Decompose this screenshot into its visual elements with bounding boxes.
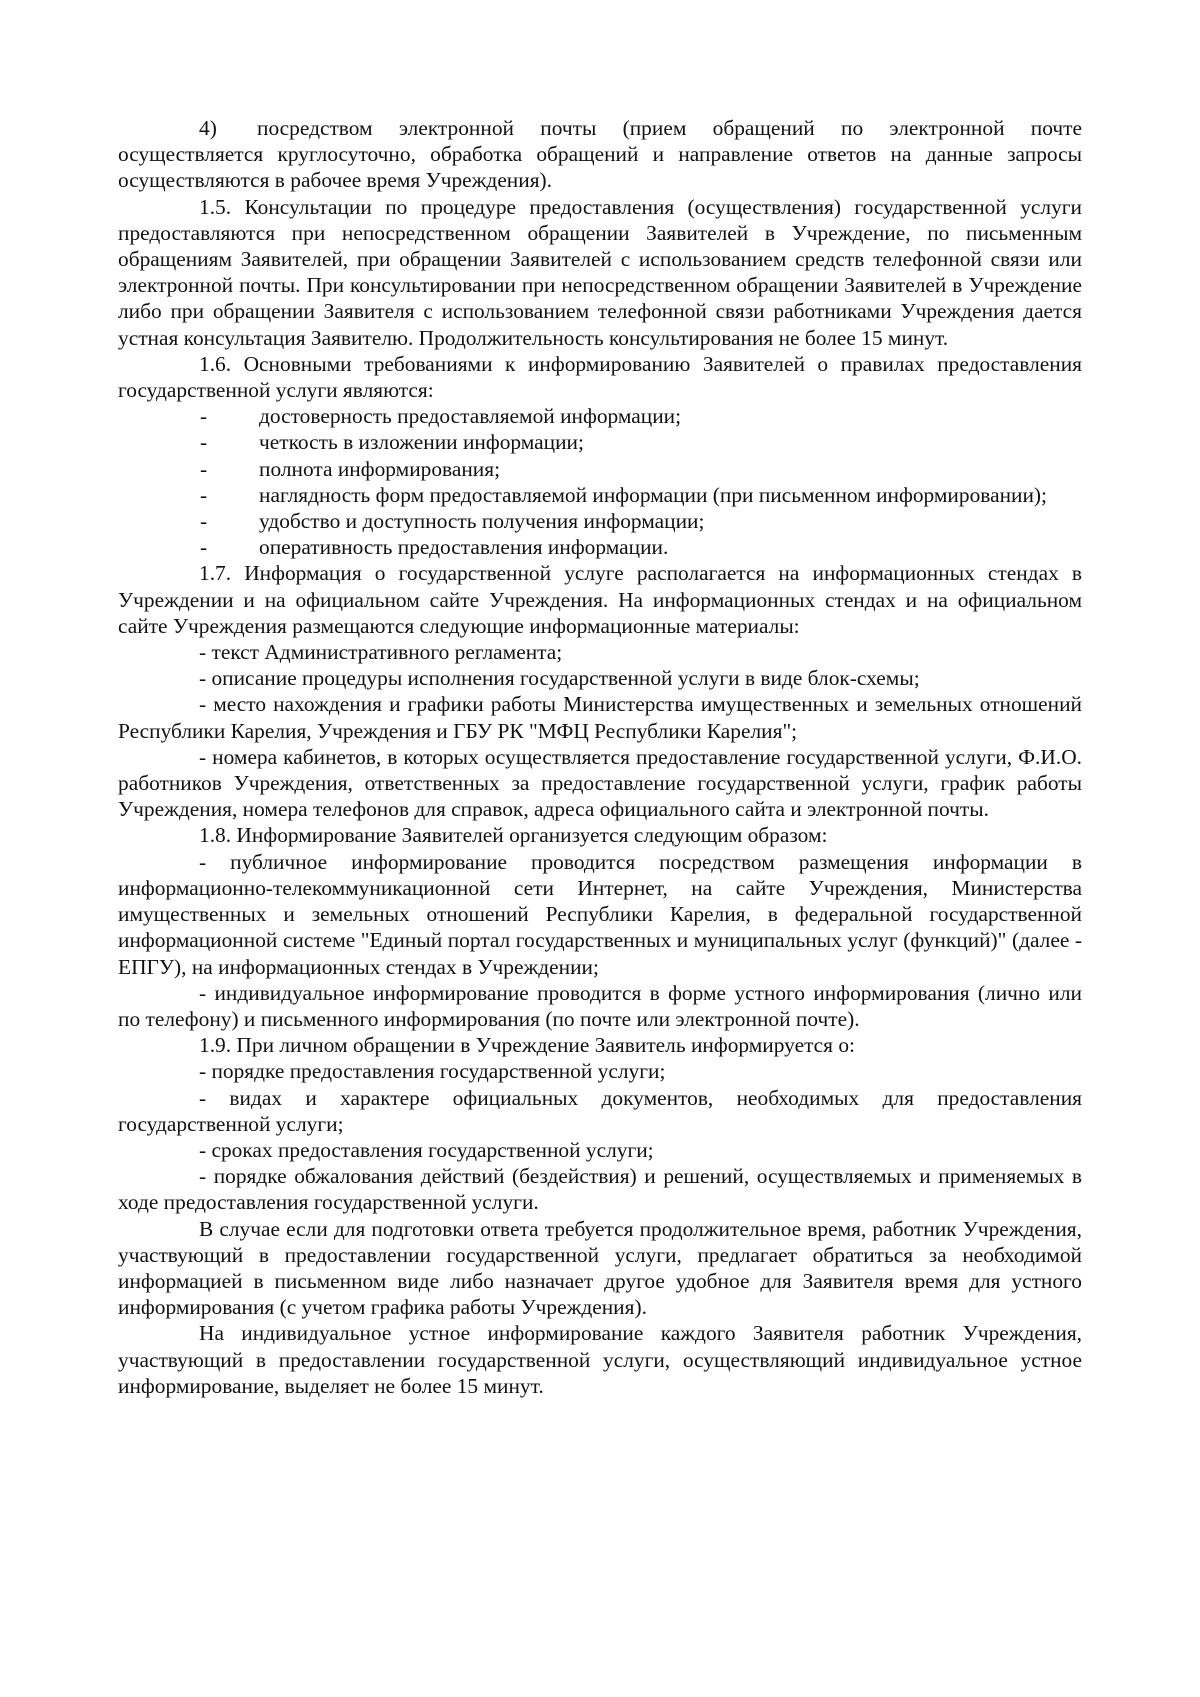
paragraph-procedure: - порядке предоставления государственной услуги; (199, 1059, 666, 1084)
list-item-text: полнота информирования; (259, 456, 501, 481)
list-item (118, 508, 1082, 534)
list-item-text: четкость в изложении информации; (259, 430, 584, 455)
paragraph-text: посредством электронной почты (прием обращений по электронной почте осуществляется круглосуточно, обработка обращений и направление ответов на данные запросы осуществляются в рабочее время Учреждения). (118, 116, 1082, 193)
paragraph-1-6: 1.6. Основными требованиями к информированию Заявителей о правилах предоставления государственной услуги являются: (118, 351, 1082, 403)
paragraph-1-7: 1.7. Информация о государственной услуге располагается на информационных стендах в Учреждении и на официальном сайте Учреждения. На информационных стендах и на официальном сайте Учреждения размещаются следующие информационные материалы: (118, 561, 1082, 638)
paragraph-document-types: - видах и характере официальных документов, необходимых для предоставления государственной услуги; (118, 1085, 1082, 1136)
list-item-text: наглядность форм предоставляемой информации (при письменном информировании); (259, 482, 1047, 507)
dash-marker: - (200, 404, 208, 429)
dash-marker: - (200, 509, 208, 534)
paragraph-terms: - сроках предоставления государственной услуги; (199, 1137, 654, 1162)
dash-marker: - (200, 456, 208, 481)
list-item-text: достоверность предоставляемой информации; (259, 404, 682, 429)
dash-marker: - (200, 482, 208, 507)
paragraph-1-9: 1.9. При личном обращении в Учреждение Заявитель информируется о: (199, 1033, 855, 1058)
paragraph-email-contact (118, 115, 1082, 194)
paragraph-flowchart: - описание процедуры исполнения государственной услуги в виде блок-схемы; (199, 666, 920, 691)
list-item-text: оперативность предоставления информации. (259, 535, 669, 560)
list-item (118, 403, 1082, 429)
paragraph-long-answer: В случае если для подготовки ответа требуется продолжительное время, работник Учреждения, участвующий в предоставлении государственной услуги, предлагает обратиться за необходимой информацией в письменном виде либо назначает другое удобное для Заявителя время для устного информирования (с учетом графика работы Учреждения). (118, 1216, 1082, 1320)
paragraph-public-informing: - публичное информирование проводится посредством размещения информации в информационно-телекоммуникационной сети Интернет, на сайте Учреждения, Министерства имущественных и земельных отношений Республики Карелия, в федеральной государственной информационной системе "Единый портал государственных и муниципальных услуг (функций)" (далее - ЕПГУ), на информационных стендах в Учреждении; (118, 849, 1082, 979)
document-page (118, 115, 1082, 1399)
dash-marker: - (200, 430, 208, 455)
list-item-text: удобство и доступность получения информации; (259, 509, 705, 534)
requirements-list (118, 403, 1082, 560)
paragraph-1-8: 1.8. Информирование Заявителей организуется следующим образом: (199, 823, 828, 848)
paragraph-office-numbers: - номера кабинетов, в которых осуществляется предоставление государственной услуги, Ф.И.О. работников Учреждения, ответственных за предоставление государственной услуги, график работы Учреждения, номера телефонов для справок, адреса официального сайта и электронной почты. (118, 744, 1082, 822)
list-item (118, 429, 1082, 455)
item-number: 4) (199, 116, 217, 140)
paragraph-individual-informing: - индивидуальное информирование проводится в форме устного информирования (лично или по телефону) и письменного информирования (по почте или электронной почте). (118, 980, 1082, 1031)
dash-marker: - (200, 535, 208, 560)
paragraph-1-5: 1.5. Консультации по процедуре предоставления (осуществления) государственной услуги предоставляются при непосредственном обращении Заявителей в Учреждение, по письменным обращениям Заявителей, при обращении Заявителей с использованием средств телефонной связи или электронной почты. При консультировании при непосредственном обращении Заявителей в Учреждение либо при обращении Заявителя с использованием телефонной связи работниками Учреждения дается устная консультация Заявителю. Продолжительность консультирования не более 15 минут. (118, 194, 1082, 350)
list-item (118, 456, 1082, 482)
paragraph-time-limit: На индивидуальное устное информирование каждого Заявителя работник Учреждения, участвующий в предоставлении государственной услуги, осуществляющий индивидуальное устное информирование, выделяет не более 15 минут. (118, 1321, 1082, 1398)
paragraph-appeal: - порядке обжалования действий (бездействия) и решений, осуществляемых и применяемых в ходе предоставления государственной услуги. (118, 1164, 1082, 1215)
paragraph-location-schedule: - место нахождения и графики работы Министерства имущественных и земельных отношений Республики Карелия, Учреждения и ГБУ РК "МФЦ Республики Карелия"; (118, 692, 1082, 743)
list-item (118, 482, 1082, 508)
paragraph-reglament-text: - текст Административного регламента; (199, 640, 563, 665)
list-item (118, 534, 1082, 560)
